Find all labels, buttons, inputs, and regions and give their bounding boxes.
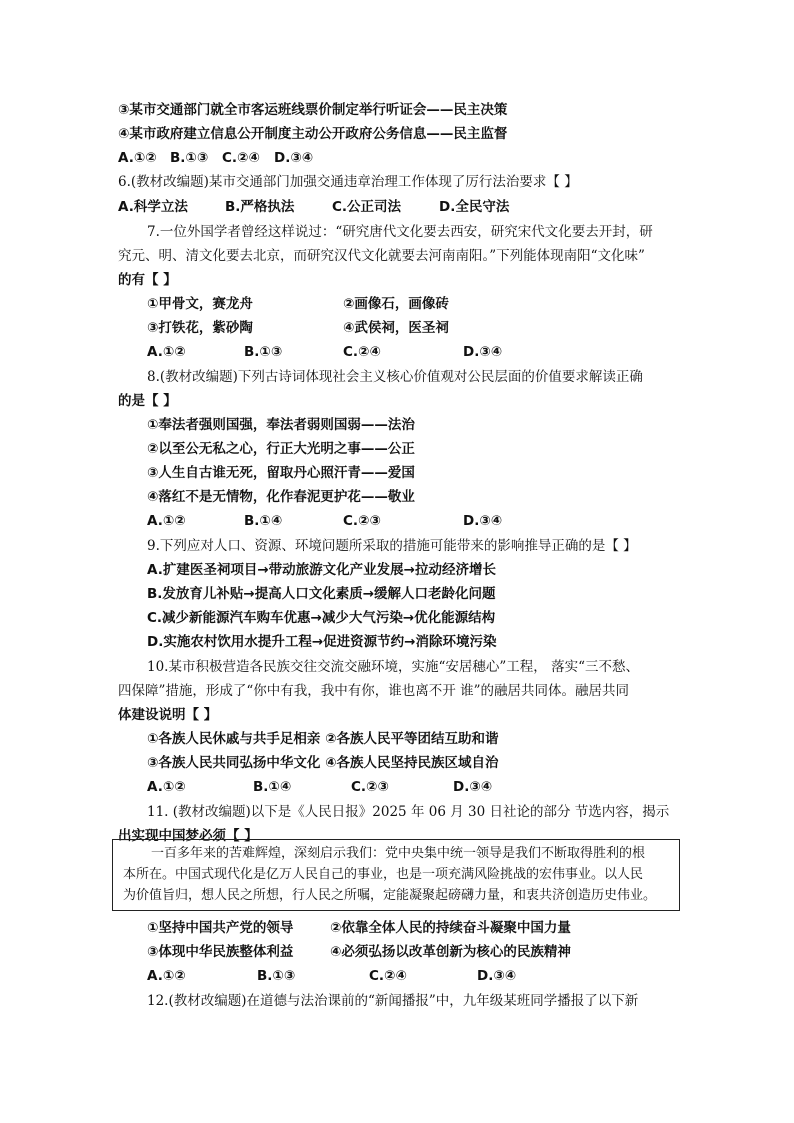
q11-items-row-1 <box>147 918 684 938</box>
q10-items-row-2: ③各族人民共同弘扬中华文化 ④各族人民坚持民族区域自治 <box>147 755 499 771</box>
q11-stem-line-2: 出实现中国梦必须【 】 <box>118 828 258 844</box>
excerpt-line-1: 一百多年来的苦难辉煌，深刻启示我们：党中央集中统一领导是我们不断取得胜利的根 <box>151 846 646 861</box>
q11-option-b: B.①③ <box>257 968 296 984</box>
q11-option-c: C.②④ <box>369 968 407 984</box>
q8-item-3: ③人生自古谁无死，留取丹心照汗青——爱国 <box>147 465 415 481</box>
q9-option-c: C.减少新能源汽车购车优惠→减少大气污染→优化能源结构 <box>147 610 496 626</box>
q7-item-3: ③打铁花，紫砂陶 <box>147 320 253 336</box>
q6-options <box>118 197 684 217</box>
q9-option-d: D.实施农村饮用水提升工程→促进资源节约→消除环境污染 <box>147 634 497 650</box>
q10-stem-line-2: 四保障”措施，形成了“你中有我，我中有你，谁也离不开 谁”的融居共同体。融居共同 <box>118 683 629 699</box>
q11-options <box>147 966 684 986</box>
q9-option-a: A.扩建医圣祠项目→带动旅游文化产业发展→拉动经济增长 <box>147 562 496 578</box>
q5-option-a: A.①② <box>118 150 157 166</box>
q5-option-c: C.②④ <box>222 150 260 166</box>
q7-items-row-1 <box>147 294 684 314</box>
q7-items-row-2 <box>147 318 684 338</box>
q10-option-c: C.②③ <box>351 779 389 795</box>
q6-option-a: A.科学立法 <box>118 199 188 215</box>
q8-options <box>147 511 684 531</box>
q10-stem-line-3: 体建设说明【 】 <box>118 707 218 723</box>
q7-stem-line-2: 究元、明、清文化要去北京，而研究汉代文化就要去河南南阳。”下列能体现南阳“文化味” <box>118 248 645 264</box>
editorial-excerpt-box <box>112 839 680 911</box>
q8-item-1: ①奉法者强则国强，奉法者弱则国弱——法治 <box>147 417 415 433</box>
q7-stem-line-3: 的有【 】 <box>118 272 177 288</box>
q11-item-2: ②依靠全体人民的持续奋斗凝聚中国力量 <box>330 920 571 936</box>
excerpt-line-3: 为价值旨归，想人民之所想，行人民之所嘱，定能凝聚起磅礴力量，和衷共济创造历史伟业。 <box>123 888 657 903</box>
q10-option-d: D.③④ <box>453 779 493 795</box>
q6-option-c: C.公正司法 <box>332 199 402 215</box>
q11-item-3: ③体现中华民族整体利益 <box>147 944 294 960</box>
q5-option-b: B.①③ <box>170 150 209 166</box>
q5-item-3: ③某市交通部门就全市客运班线票价制定举行听证会——民主决策 <box>118 102 508 118</box>
q9-stem: 9.下列应对人口、资源、环境问题所采取的措施可能带来的影响推导正确的是【 】 <box>147 538 637 554</box>
q7-option-d: D.③④ <box>463 344 503 360</box>
q11-item-4: ④必须弘扬以改革创新为核心的民族精神 <box>330 944 571 960</box>
q6-option-b: B.严格执法 <box>225 199 295 215</box>
q7-stem-line-1: 7.一位外国学者曾经这样说过：“研究唐代文化要去西安，研究宋代文化要去开封，研 <box>147 224 653 240</box>
q7-item-2: ②画像石，画像砖 <box>343 296 449 312</box>
q11-stem-line-1: 11. (教材改编题)以下是《人民日报》2025 年 06 月 30 日社论的部分 节选内容，揭示 <box>147 804 670 820</box>
q8-option-a: A.①② <box>147 513 186 529</box>
q11-items-row-2 <box>147 942 684 962</box>
q8-option-d: D.③④ <box>463 513 503 529</box>
q7-option-c: C.②④ <box>343 344 381 360</box>
q7-option-b: B.①③ <box>244 344 283 360</box>
q8-stem-line-2: 的是【 】 <box>118 393 177 409</box>
q12-stem: 12.(教材改编题)在道德与法治课前的“新闻播报”中，九年级某班同学播报了以下新 <box>147 993 639 1009</box>
q8-stem-line-1: 8.(教材改编题)下列古诗词体现社会主义核心价值观对公民层面的价值要求解读正确 <box>147 369 643 385</box>
q7-options <box>147 342 684 362</box>
q11-option-a: A.①② <box>147 968 186 984</box>
q10-options <box>147 777 684 797</box>
q9-option-b: B.发放育儿补贴→提高人口文化素质→缓解人口老龄化问题 <box>147 586 496 602</box>
q8-option-c: C.②③ <box>343 513 381 529</box>
q6-option-d: D.全民守法 <box>439 199 510 215</box>
q10-items-row-1: ①各族人民休戚与共手足相亲 ②各族人民平等团结互助和谐 <box>147 731 499 747</box>
q7-item-4: ④武侯祠，医圣祠 <box>343 320 449 336</box>
q8-item-2: ②以至公无私之心，行正大光明之事——公正 <box>147 441 415 457</box>
q7-item-1: ①甲骨文，赛龙舟 <box>147 296 253 312</box>
q8-option-b: B.①④ <box>244 513 283 529</box>
q11-item-1: ①坚持中国共产党的领导 <box>147 920 294 936</box>
q8-item-4: ④落红不是无情物，化作春泥更护花——敬业 <box>147 489 415 505</box>
q10-option-a: A.①② <box>147 779 186 795</box>
q5-option-d: D.③④ <box>274 150 314 166</box>
excerpt-line-2: 本所在。中国式现代化是亿万人民自己的事业，也是一项充满风险挑战的宏伟事业。以人民 <box>123 867 644 882</box>
q10-option-b: B.①④ <box>253 779 292 795</box>
q5-item-4: ④某市政府建立信息公开制度主动公开政府公务信息——民主监督 <box>118 126 508 142</box>
q6-stem: 6.(教材改编题)某市交通部门加强交通违章治理工作体现了厉行法治要求【 】 <box>118 174 578 190</box>
q10-stem-line-1: 10.某市积极营造各民族交往交流交融环境，实施“安居穗心”工程， 落实“三不愁、 <box>147 659 639 675</box>
q5-options <box>118 148 684 168</box>
q7-option-a: A.①② <box>147 344 186 360</box>
q11-option-d: D.③④ <box>477 968 517 984</box>
